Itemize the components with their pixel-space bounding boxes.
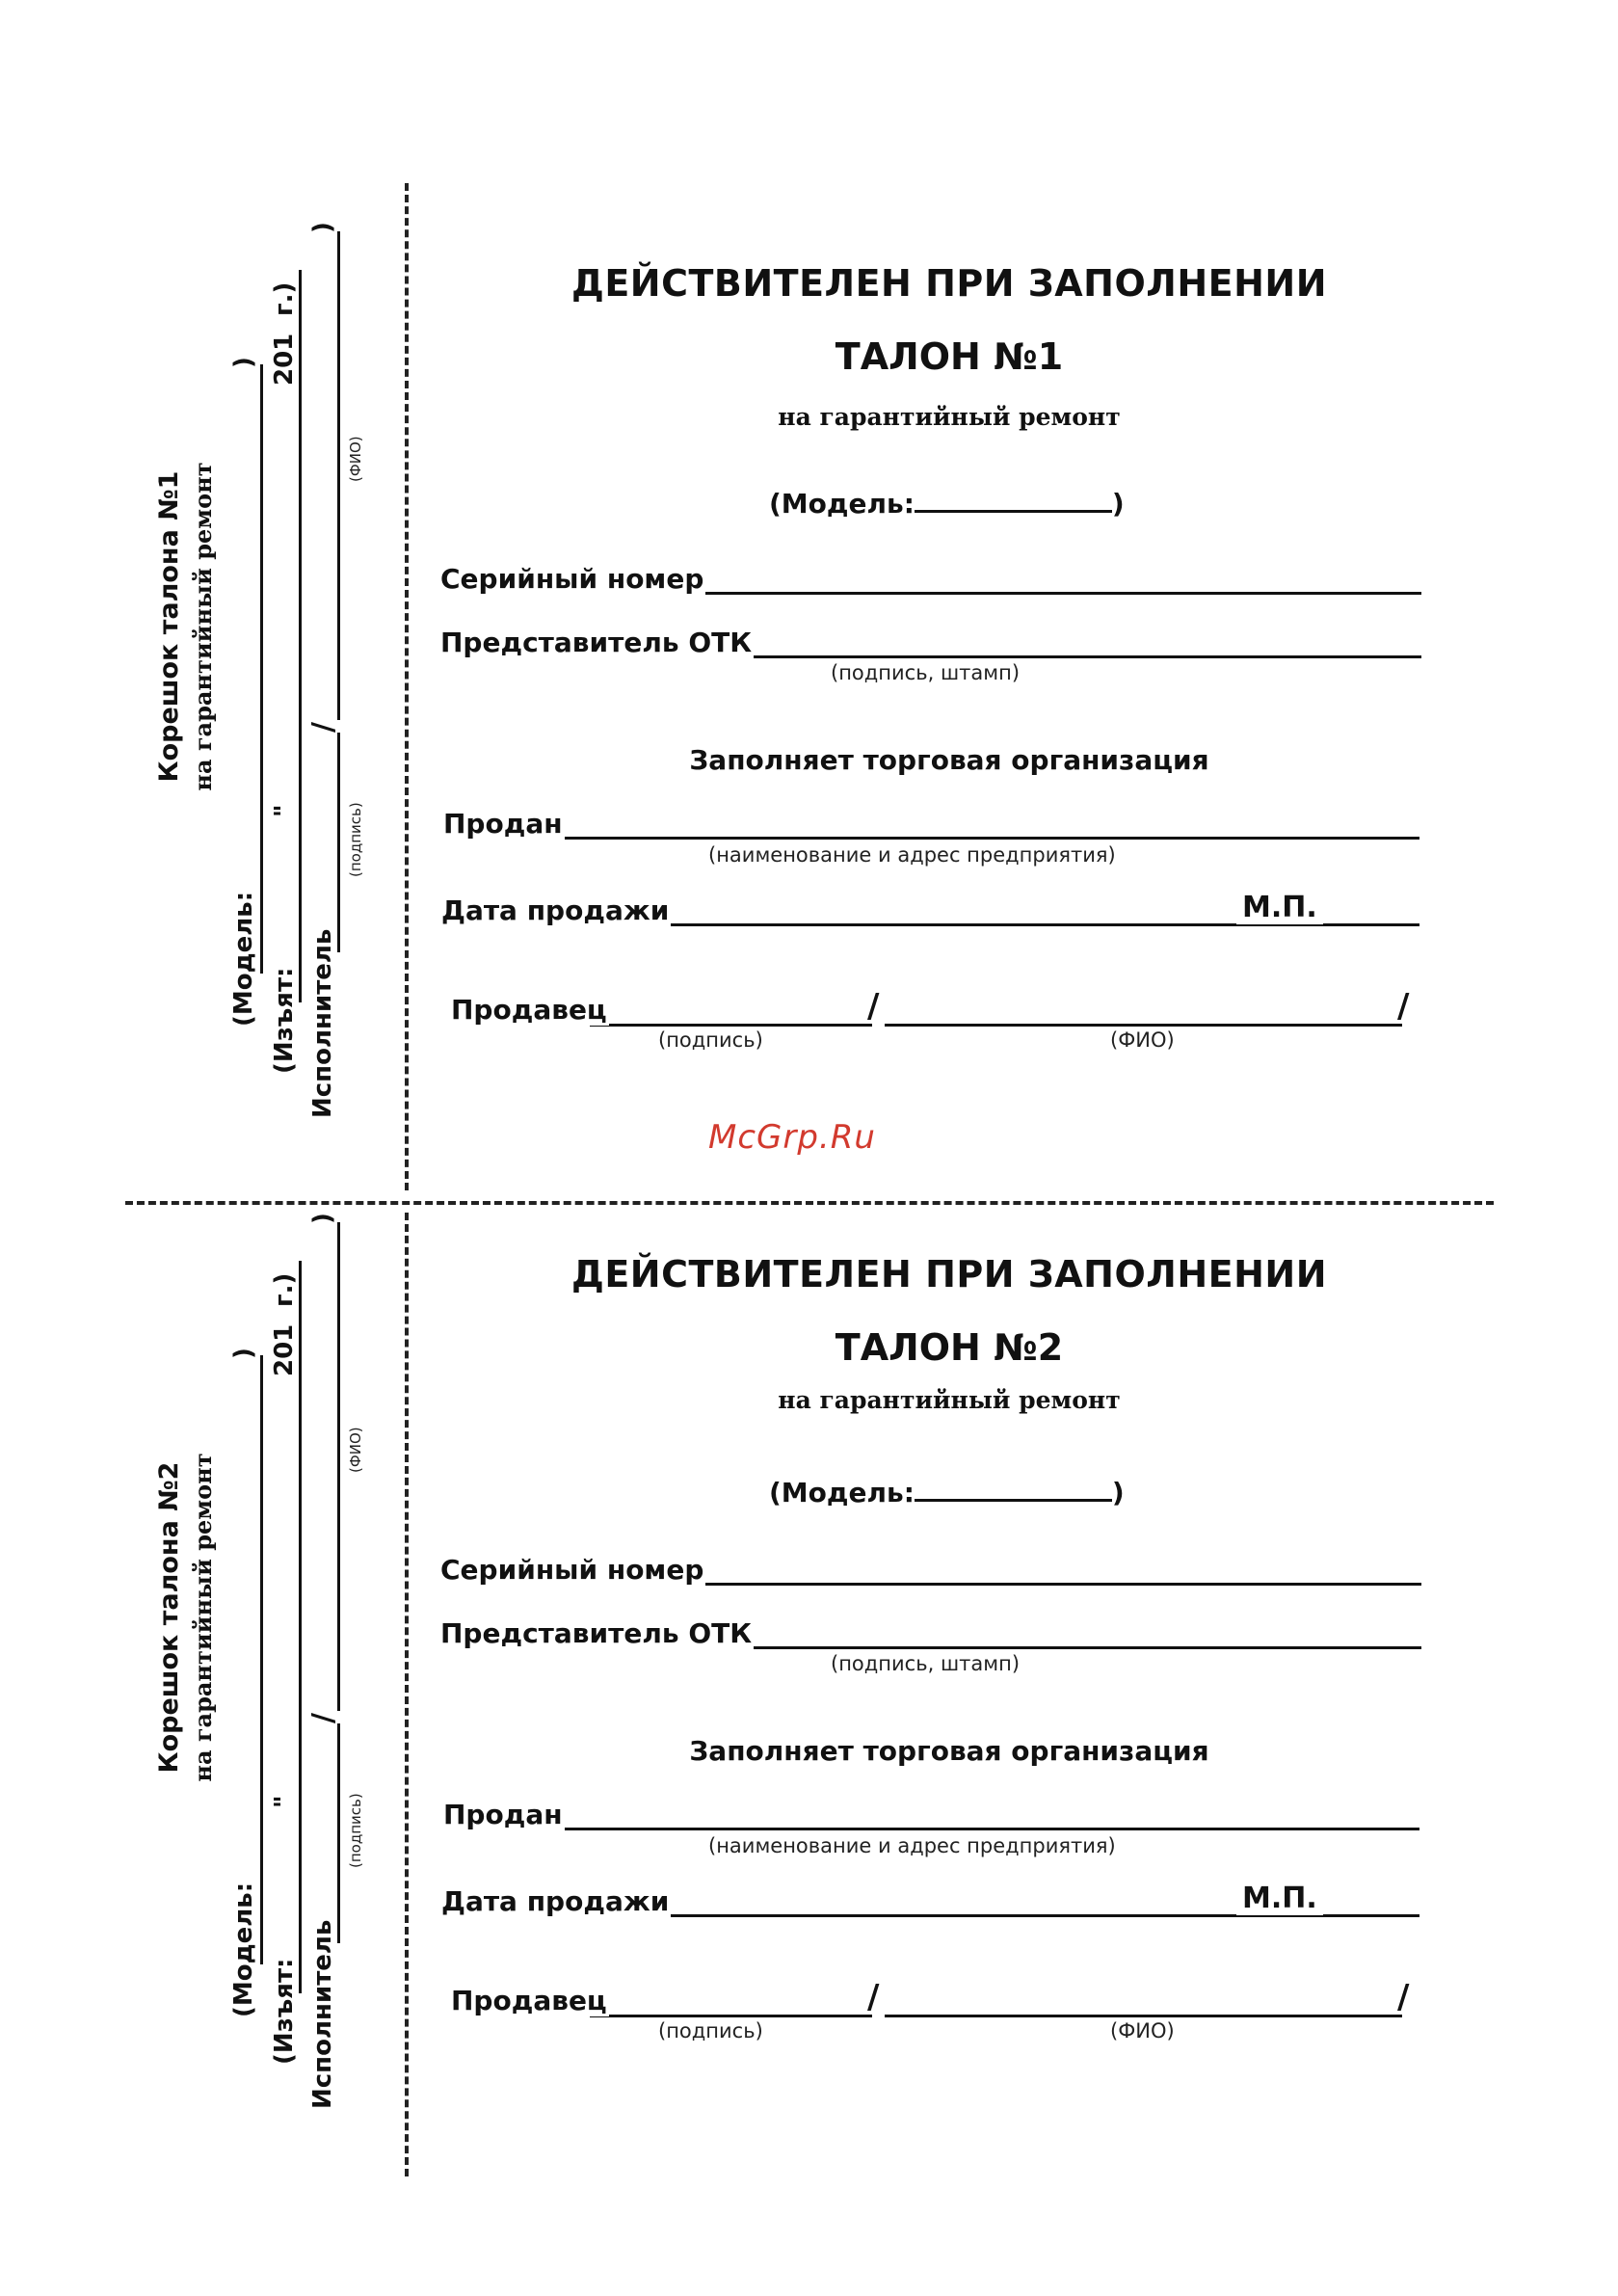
seller-slash-end: /	[1397, 1978, 1410, 2016]
otk-line[interactable]	[711, 1646, 1421, 1649]
stub-sign-hint: (подпись)	[347, 802, 364, 877]
stub-taken-line[interactable]	[299, 1261, 302, 1993]
stub-year-prefix: 201	[270, 333, 299, 386]
stub-note: на гарантийный ремонт	[189, 462, 217, 791]
stub-fio-hint: (ФИО)	[347, 436, 364, 482]
stub-model-label: (Модель:	[229, 891, 258, 1027]
stub-year-prefix: 201	[270, 1323, 299, 1376]
sold-hint: (наименование и адрес предприятия)	[708, 843, 1116, 867]
model-field	[769, 488, 1125, 520]
stub-1	[154, 154, 364, 1118]
sale-date-label: Дата продажи	[441, 894, 670, 926]
seller-slash: /	[867, 987, 880, 1026]
stub-taken-label: (Изъят:	[270, 967, 299, 1074]
model-label: (Модель:	[769, 1477, 915, 1508]
stub-title: Корешок талона №2	[154, 1461, 184, 1774]
stub-model-line[interactable]	[260, 364, 263, 974]
otk-label: Представитель ОТК	[440, 627, 753, 658]
model-blank[interactable]	[915, 489, 1112, 513]
model-blank[interactable]	[915, 1478, 1112, 1502]
stub-year-suffix: г.)	[270, 281, 299, 316]
coupon-title: ДЕЙСТВИТЕЛЕН ПРИ ЗАПОЛНЕНИИ	[570, 1253, 1328, 1295]
sold-line[interactable]	[547, 837, 1419, 840]
seller-fio-line[interactable]	[885, 2015, 1402, 2017]
stub-executor-slash: /	[306, 1713, 340, 1723]
seller-sign-hint: (подпись)	[658, 1028, 763, 1052]
seller-fio-line[interactable]	[885, 1024, 1402, 1027]
stub-executor-close: )	[308, 1213, 337, 1224]
stub-sign-hint: (подпись)	[347, 1793, 364, 1868]
stub-executor-label: Исполнитель	[308, 1919, 337, 2109]
stub-year-suffix: г.)	[270, 1272, 299, 1307]
coupon-note: на гарантийный ремонт	[778, 403, 1121, 431]
sold-label: Продан	[443, 808, 563, 840]
coupon-number: ТАЛОН №2	[835, 1326, 1064, 1369]
stub-note: на гарантийный ремонт	[189, 1453, 217, 1782]
coupon-title: ДЕЙСТВИТЕЛЕН ПРИ ЗАПОЛНЕНИИ	[570, 262, 1328, 305]
stamp-place: М.П.	[1236, 1882, 1323, 1915]
stub-model-line[interactable]	[260, 1355, 263, 1964]
seller-fio-hint: (ФИО)	[1110, 1028, 1175, 1052]
stub-model-close: )	[229, 1348, 258, 1359]
vertical-cut-line	[405, 183, 409, 1190]
otk-line[interactable]	[711, 655, 1421, 658]
stub-quote: "	[270, 1795, 299, 1808]
serial-number-label: Серийный номер	[440, 563, 704, 595]
stub-taken-label: (Изъят:	[270, 1958, 299, 2065]
stub-model-label: (Модель:	[229, 1882, 258, 2017]
vertical-cut-line	[405, 1213, 409, 2176]
serial-number-line[interactable]	[675, 592, 1421, 595]
seller-label: Продавец	[451, 1985, 607, 2016]
coupon-note: на гарантийный ремонт	[778, 1386, 1121, 1414]
trade-org-header: Заполняет торговая организация	[689, 1735, 1209, 1767]
stub-taken-line[interactable]	[299, 270, 302, 1002]
stub-executor-slash: /	[306, 722, 340, 733]
seller-sign-hint: (подпись)	[658, 2019, 763, 2042]
watermark: McGrp.Ru	[708, 1118, 876, 1157]
model-close: )	[1111, 488, 1125, 520]
seller-sign-line[interactable]	[590, 2015, 872, 2017]
model-close: )	[1111, 1477, 1125, 1508]
stub-model-close: )	[229, 357, 258, 368]
stub-executor-line[interactable]	[337, 231, 340, 952]
stub-2	[154, 1145, 364, 2109]
sold-hint: (наименование и адрес предприятия)	[708, 1834, 1116, 1857]
sale-date-label: Дата продажи	[441, 1885, 670, 1917]
coupon-number: ТАЛОН №1	[835, 335, 1064, 378]
seller-slash-end: /	[1397, 987, 1410, 1026]
stub-fio-hint: (ФИО)	[347, 1427, 364, 1473]
stub-executor-close: )	[308, 222, 337, 233]
seller-sign-line[interactable]	[590, 1024, 872, 1027]
serial-number-label: Серийный номер	[440, 1554, 704, 1586]
model-field	[769, 1477, 1125, 1508]
sold-label: Продан	[443, 1799, 563, 1830]
stub-executor-label: Исполнитель	[308, 928, 337, 1118]
trade-org-header: Заполняет торговая организация	[689, 744, 1209, 776]
model-label: (Модель:	[769, 488, 915, 520]
seller-fio-hint: (ФИО)	[1110, 2019, 1175, 2042]
otk-hint: (подпись, штамп)	[831, 1652, 1021, 1675]
seller-label: Продавец	[451, 994, 607, 1026]
seller-slash: /	[867, 1978, 880, 2016]
stamp-place: М.П.	[1236, 891, 1323, 924]
stub-title: Корешок талона №1	[154, 470, 184, 783]
stub-quote: "	[270, 804, 299, 817]
stub-executor-line[interactable]	[337, 1222, 340, 1943]
serial-number-line[interactable]	[675, 1583, 1421, 1586]
otk-hint: (подпись, штамп)	[831, 661, 1021, 684]
otk-label: Представитель ОТК	[440, 1617, 753, 1649]
sold-line[interactable]	[547, 1828, 1419, 1830]
